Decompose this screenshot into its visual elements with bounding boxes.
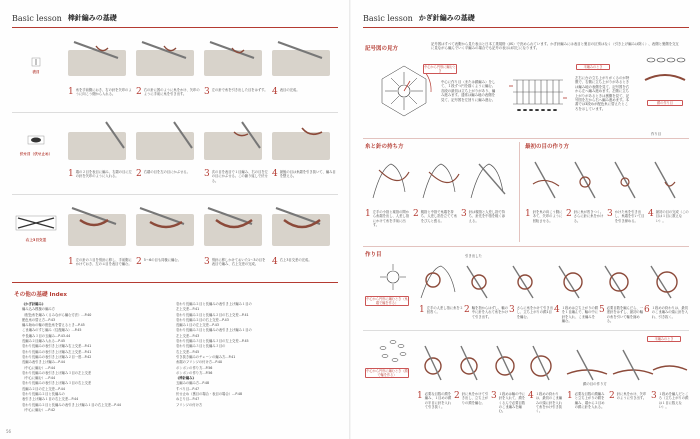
chain-illustrations	[417, 340, 691, 390]
row3-step1: 1 左の針の３目を別針に移し、手前側にかけておき、左の４目を表目で編む。	[68, 257, 132, 267]
index-entry: 変わり長編みの表引き上げ編み３目の左上交差	[22, 370, 92, 375]
chain-step4: 4 １段めの終わりは、最初のこま編みの頭に針を入れて糸をかけ引き抜く。	[528, 391, 563, 414]
left-header-rule	[12, 27, 338, 28]
found-step5: 5 必要目数を編んだら、一度針をはずし、最初の輪の糸を引いて輪を縮める。	[599, 305, 643, 323]
index-column-2	[176, 302, 252, 408]
chart-intro: 記号図はすべて表側から見た表示と日本工業規格（JIS）で決められています。かぎ針編みには表目と裏目の区別はなく（引き上げ編みは除く）、表側と裏側を交互に見ながら編んでいく平編みの場合でも記号の表示は同じになります。	[431, 42, 679, 51]
index-entry: （中心に編む）…P.42	[22, 407, 56, 412]
index-entry: 編み始めの輪の配色糸を替えるとき…P.45	[22, 323, 85, 328]
right-divider-3	[363, 330, 689, 331]
chart-section-title: 記号図の見方	[365, 46, 399, 52]
left-page	[0, 0, 349, 439]
right-header-rule	[363, 27, 689, 28]
left-page-number: 56	[6, 429, 12, 434]
chain-first-label: 鎖の目の作り方	[583, 382, 607, 386]
first-stitch-title: 最初の目の作り方	[525, 144, 570, 150]
index-entry: （配色糸を編みくるみながら編む方法）…P.40	[22, 312, 92, 317]
index-entry: 長編み２目の左上交差…P.44	[22, 386, 65, 391]
flat-label: 平編みのとき	[576, 64, 610, 70]
index-entry: 長編み２目編み入れる…P.45	[22, 339, 65, 344]
index-entry: ボンボンの作り方…P.56	[176, 365, 213, 370]
right-divider-1	[363, 138, 689, 139]
right-header-basic: Basic lesson	[363, 13, 413, 23]
found-step6: 6 １段めの終わりは、最初のこま編みの頭に針を入れ、引き抜く。	[644, 305, 688, 319]
cable-symbol-icon	[14, 210, 58, 236]
index-entry: 変わり長編みの表引き上げ編み右上交差…P.41	[22, 344, 92, 349]
index-entry: 《棒針編み》	[176, 376, 196, 381]
row2-step2: 2 右端の目を左の目にかぶせる。	[136, 169, 190, 179]
index-entry: 変わり長編み３目と長編みの表引き上げ編み１目の	[176, 328, 252, 333]
foundation-illustrations	[417, 258, 691, 306]
yarn-holding-illustrations	[369, 154, 509, 206]
row2-label: 伏せ目（伏せ止め）	[19, 152, 53, 156]
found-step2: 2 輪を指からはずし、輪の中に針を入れて糸をかけて引き出す。	[464, 305, 508, 319]
index-entry: 編み込み模様の編み方	[22, 307, 55, 312]
index-entry: ねじり目…P.47	[176, 397, 200, 402]
right-vsep	[519, 142, 520, 242]
index-entry: すべり目…P.47	[176, 386, 200, 391]
chain-step1: 1 必要な目数の鎖を編み、１目めの鎖の半目に針を入れて引き抜く。	[417, 391, 452, 409]
right-divider-2	[363, 246, 689, 247]
pull-label: 引き出した	[465, 254, 482, 258]
row1-step4: 4 表目の完成。	[272, 87, 300, 97]
row3-step3: 3 別針に移しかけておいた1〜3の目を表目で編み、右上交差の完成。	[204, 257, 266, 267]
round-label-a: 中心から円形に編むとき	[424, 65, 456, 73]
yarn-step3: 3 針は親指と人差し指で持ち、針先を中指を軽く添える。	[461, 209, 505, 223]
index-entry: 五編みの編み方…P.48	[176, 381, 210, 386]
row3-illustrations	[66, 200, 342, 256]
flat-label-b: 平編みのとき	[647, 336, 681, 342]
ring-symbol-diagram	[371, 262, 415, 292]
row3-label: 右上3目交差	[25, 238, 47, 242]
index-entry: 変わり長編み２目の右上交差…P.43	[176, 317, 229, 322]
index-entry: 長編み１目の左上交差…P.43	[176, 323, 219, 328]
index-rule	[12, 282, 338, 283]
chain-sample-diagram	[639, 50, 691, 106]
first-step4: 4 最初の目の完成（この目は１目に数えない）。	[648, 209, 689, 223]
yarn-step1: 1 左手の小指と薬指の間から糸端を出し、人差し指にかけて糸を手前に出す。	[365, 209, 409, 227]
round-label-c: 中心から円形に編むとき（鎖で輪を作る）	[366, 369, 408, 377]
index-entry: （中心に編む）…P.44	[22, 365, 56, 370]
row1-step1: 1 糸を手前側におき、右の針を矢印のように向こう側から入れる。	[68, 87, 132, 97]
first-step2: 2 針に糸が巻きつく。さらに針に糸をかける。	[566, 209, 604, 223]
index-entry: 長編み表引き上げ編み…P.44	[22, 360, 65, 365]
index-entry: 配色糸の替え方…P.43	[22, 317, 56, 322]
index-entry: 中長編み３目の玉編み…P.43.44	[22, 333, 71, 338]
index-entry: ボンボンの作り方…P.56	[176, 370, 213, 375]
chain-label: 鎖の作り目	[647, 100, 683, 106]
found-step3: 3 さらに糸をかけて引き出し、立ち上がりの鎖1目を編む。	[509, 305, 553, 319]
index-entry: 変わり長編みの表引き上げ編み３目の右上交差	[22, 381, 92, 386]
index-entry: 変わり長編み３目と長編み３目の	[176, 344, 226, 349]
index-entry: 糸端のフリンジの付け方…P.40	[176, 360, 223, 365]
index-entry: 伏せ止め（裏目の場合・表目の場合）…P.48	[176, 392, 243, 397]
index-column-1	[22, 302, 121, 413]
row1-label: 表目	[32, 70, 40, 74]
found-step1: 1 左手の人差し指に糸を２回巻く。	[419, 305, 463, 315]
left-header-basic: Basic lesson	[12, 13, 62, 23]
first-stitch-illustrations	[527, 154, 689, 206]
left-header-title: 棒針編みの基礎	[67, 14, 117, 22]
flat-explain: 左右に台の立ち上がりがくるのが特徴で、右側に立ち上がりがあるときは編み地の表側を見て、記号図を右から左へ編み進めます。左側に立ち上がりがあるときは裏側を見て、記号図を左から右へ編み進めます。本書では3段めが配色糸に替えたところを示しています。	[575, 76, 630, 111]
row2-step4: 4 最後の目は糸端を引き抜いて、編み目を整える。	[272, 169, 336, 179]
index-entry: 表引き上げ編み１目の右上交差…P.44	[22, 397, 79, 402]
chain-step5: 1 必要な目数の鎖編みと立ち上がりの鎖を編み、端から２目めの鎖に針を入れる。	[567, 391, 605, 409]
index-entry: 変わり長編み２目と長編みの	[22, 392, 65, 397]
row1-step3: 3 左の針で糸を引き出した目をはずす。	[204, 87, 268, 97]
chain-step7: 3 １段めを編んだところ（立ち上がりの鎖は１目に数えない）。	[651, 391, 689, 409]
left-header	[12, 10, 117, 26]
yarn-step2: 2 親指と中指で糸端を持ち、人差し指を立てて糸をぴんと張る。	[413, 209, 457, 223]
row1-step2: 2 右の針に図のように糸をかけ、矢印のように手前に糸を引き出す。	[136, 87, 200, 97]
row2-step1: 1 端の２目を表目に編み、右端の目に左の針を矢印のように入れる。	[68, 169, 132, 179]
foundation-title: 作り目	[365, 252, 382, 258]
row2-step3: 3 次の目を表目で１目編み、右の目を左の目にかぶせる。この繰り返しで伏せる。	[204, 169, 268, 183]
round-explain: 中心に作り目（または鎖編み）をして、１段ずつ円を描くように編む。各段の最初は立ち上がりがあり、編み進みます。通常は編み地の表側を見て、記号図を左回りに編み進む。	[441, 80, 496, 102]
chain-step3: 3 １段めは輪の中に針を入れて、鎖をくるんで必要目数のこま編みを編む。	[491, 391, 526, 414]
row3-step4: 4 右上3目交差の完成。	[272, 257, 312, 267]
index-entry: 左上交差…P.43	[176, 333, 200, 338]
row1-divider	[12, 112, 338, 113]
index-entry: フリンジの付け方	[176, 402, 203, 407]
row1-illustrations	[66, 36, 342, 88]
right-header-title: かぎ針編みの基礎	[418, 14, 475, 22]
index-entry: （中心に編む）…P.44	[22, 376, 56, 381]
cable-symbol-box	[14, 210, 58, 236]
first-step1: 1 針を糸の向こう側にあて、矢印のように回転させる。	[525, 209, 563, 223]
chain-step6: 2 針に糸をかけ、矢印のように引き出す。	[609, 391, 647, 401]
flat-chart-diagram	[507, 72, 569, 116]
index-entry: 変わり長編み２目と長編みの表引き上げ編み１目の右上交差…P.44	[22, 402, 122, 407]
index-entry: 左上交差…P.41	[176, 307, 200, 312]
row2-divider	[12, 194, 338, 195]
index-entry: 引き抜き編みのチェーンの編み方…P.41	[176, 354, 236, 359]
index-entry: 変わり長編み２目と長編みの表引き上げ編み１目の	[176, 302, 252, 306]
index-entry: 《かぎ針編み》	[22, 302, 46, 306]
yarn-holding-title: 糸と針の持ち方	[365, 144, 404, 150]
index-entry: 変わり長編み３目と長編み３目の左上交差…P.45	[176, 339, 249, 344]
index-title: その他の基礎 Index	[14, 292, 67, 298]
found-step4: 4 １段めは立ち上がりの鎖を１目編んで、輪の中に針を入れ、こま編みを編む。	[554, 305, 598, 323]
right-page	[351, 0, 700, 439]
index-entry: こま編みのすじ編み（往復編み）…P.45	[22, 328, 82, 333]
row3-step2: 2 5〜6の目も同様に編む。	[136, 257, 181, 267]
right-header	[363, 10, 475, 26]
row1-swatches	[68, 42, 330, 76]
start-chain-label: 作り目	[651, 132, 662, 136]
first-step3: 3 かけた糸を引き出し、糸端を引いて目を引き締める。	[607, 209, 645, 223]
index-entry: 右上交差…P.45	[176, 349, 200, 354]
index-entry: 変わり長編み２目と長編み２目の右上交差…P.41	[176, 312, 249, 317]
round-label-b: 中心から円形に編むとき（糸端で輪を作る）	[366, 297, 408, 305]
chain-step2: 2 針に糸をかけて引き出し、立ち上がりの鎖を編む。	[454, 391, 489, 405]
chain-ring-symbol-diagram	[371, 336, 415, 366]
row2-illustrations	[66, 118, 342, 170]
index-entry: 変わり長編みの表引き上げ編み左上交差…P.41	[22, 349, 92, 354]
index-entry: 変わり長編みの表引き上げ編み２目一度…P.42	[22, 354, 92, 359]
